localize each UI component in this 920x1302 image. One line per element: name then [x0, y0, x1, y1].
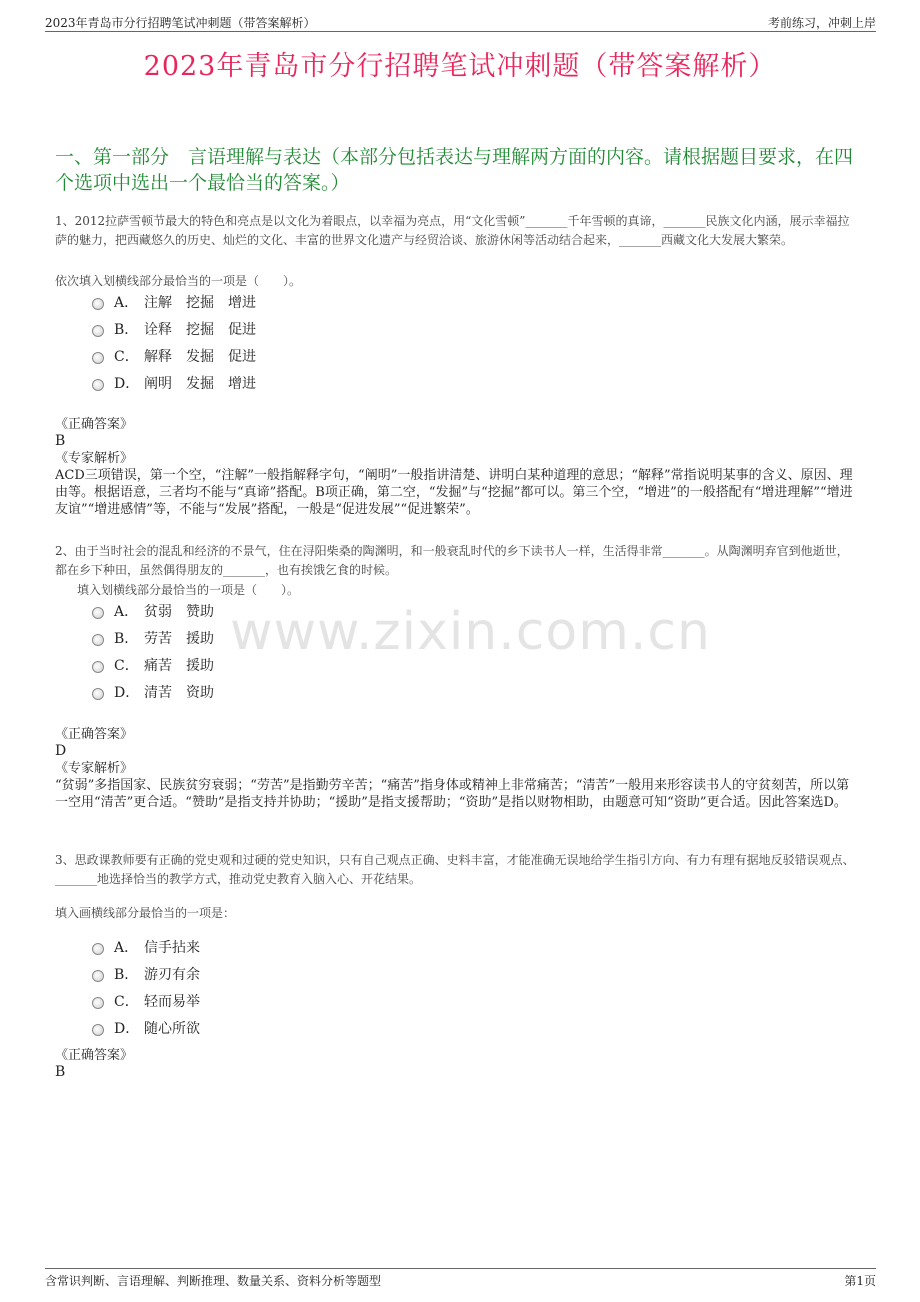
- answer-value: B: [55, 433, 66, 449]
- question-2-prompt: 填入划横线部分最恰当的一项是（ ）。: [77, 583, 300, 597]
- answer-title: 《正确答案》: [55, 417, 134, 432]
- question-1-option-d[interactable]: D． 阐明 发掘 增进: [92, 369, 256, 396]
- radio-icon[interactable]: [92, 943, 104, 955]
- page-number: 第1页: [844, 1274, 876, 1288]
- header-doc-title: 2023年青岛市分行招聘笔试冲刺题（带答案解析）: [45, 16, 316, 30]
- question-3-stem: 3、思政课教师要有正确的党史观和过硬的党史知识，只有自己观点正确、史料丰富，才能准确无误地给学生指引方向、有力有理有据地反驳错误观点、_______地选择恰当的教学方式，推动党史教育入脑入心、开花结果。: [55, 853, 855, 886]
- question-2-option-a[interactable]: A． 贫弱 赞助: [92, 597, 214, 624]
- radio-icon[interactable]: [92, 634, 104, 646]
- question-1-option-c[interactable]: C． 解释 发掘 促进: [92, 342, 256, 369]
- question-2-option-d[interactable]: D． 清苦 资助: [92, 678, 214, 705]
- page-header: [45, 14, 876, 32]
- question-1-option-b[interactable]: B． 诠释 挖掘 促进: [92, 315, 256, 342]
- radio-icon[interactable]: [92, 352, 104, 364]
- question-1-option-a[interactable]: A． 注解 挖掘 增进: [92, 288, 256, 315]
- radio-icon[interactable]: [92, 1024, 104, 1036]
- question-1-stem: 1、2012拉萨雪顿节最大的特色和亮点是以文化为着眼点，以幸福为亮点，用“文化雪顿”_______千年雪顿的真谛，_______民族文化内涵，展示幸福拉萨的魅力，把西藏悠久的历史、灿烂的文化、丰富的世界文化遗产与经贸洽谈、旅游休闲等活动结合起来，_______西藏文化大发展大繁荣。: [55, 214, 850, 247]
- section-heading: 一、第一部分 言语理解与表达（本部分包括表达与理解两方面的内容。请根据题目要求，在四个选项中选出一个最恰当的答案。）: [55, 146, 854, 194]
- question-2-option-c[interactable]: C． 痛苦 援助: [92, 651, 214, 678]
- question-3-prompt: 填入画横线部分最恰当的一项是：: [55, 906, 236, 920]
- watermark: www.zixin.com.cn: [230, 602, 711, 662]
- question-2-options: [92, 597, 214, 705]
- question-1-answer-block: [55, 416, 860, 518]
- analysis-title: 《专家解析》: [55, 761, 134, 776]
- question-3-option-d[interactable]: D． 随心所欲: [92, 1014, 200, 1041]
- analysis-text: ACD三项错误，第一个空，“注解”一般指解释字句，“阐明”一般指讲清楚、讲明白某种道理的意思；“解释”常指说明某事的含义、原因、理由等。根据语意，三者均不能与“真谛”搭配。B项正确，第二空，“发掘”与“挖掘”都可以。第三个空，“增进”的一般搭配有“增进理解”“增进友谊”“增进感情”等，不能与“发展”搭配，一般是“促进发展”“促进繁荣”。: [55, 468, 853, 517]
- radio-icon[interactable]: [92, 298, 104, 310]
- question-2-answer-block: [55, 726, 860, 811]
- answer-value: B: [55, 1064, 66, 1080]
- answer-value: D: [55, 743, 67, 759]
- question-3-option-c[interactable]: C． 轻而易举: [92, 987, 200, 1014]
- page-footer: [45, 1268, 876, 1288]
- header-slogan: 考前练习，冲刺上岸: [767, 16, 876, 30]
- page-title: 2023年青岛市分行招聘笔试冲刺题（带答案解析）: [143, 51, 777, 82]
- question-3-option-a[interactable]: A． 信手拈来: [92, 933, 200, 960]
- question-3-option-b[interactable]: B． 游刃有余: [92, 960, 200, 987]
- analysis-text: “贫弱”多指国家、民族贫穷衰弱；“劳苦”是指勤劳辛苦；“痛苦”指身体或精神上非常痛苦；“清苦”一般用来形容读书人的守贫刻苦，所以第一空用“清苦”更合适。“赞助”是指支持并协助；“援助”是指支援帮助；“资助”是指以财物相助，由题意可知“资助”更合适。因此答案选D。: [55, 778, 850, 810]
- question-2-stem: 2、由于当时社会的混乱和经济的不景气，住在浔阳柴桑的陶渊明，和一般衰乱时代的乡下读书人一样，生活得非常_______。从陶渊明弃官到他逝世，都在乡下种田，虽然偶得朋友的_______，也有挨饿乞食的时候。: [55, 544, 849, 577]
- question-3-options: [92, 933, 200, 1041]
- radio-icon[interactable]: [92, 997, 104, 1009]
- radio-icon[interactable]: [92, 379, 104, 391]
- question-1-options: [92, 288, 256, 396]
- footer-topics: 含常识判断、言语理解、判断推理、数量关系、资料分析等题型: [45, 1274, 382, 1288]
- question-2-option-b[interactable]: B． 劳苦 援助: [92, 624, 214, 651]
- radio-icon[interactable]: [92, 607, 104, 619]
- answer-title: 《正确答案》: [55, 727, 134, 742]
- radio-icon[interactable]: [92, 325, 104, 337]
- analysis-title: 《专家解析》: [55, 451, 134, 466]
- question-1-prompt: 依次填入划横线部分最恰当的一项是（ ）。: [55, 274, 302, 288]
- question-3-answer-block: [55, 1047, 860, 1081]
- radio-icon[interactable]: [92, 970, 104, 982]
- radio-icon[interactable]: [92, 688, 104, 700]
- radio-icon[interactable]: [92, 661, 104, 673]
- answer-title: 《正确答案》: [55, 1048, 134, 1063]
